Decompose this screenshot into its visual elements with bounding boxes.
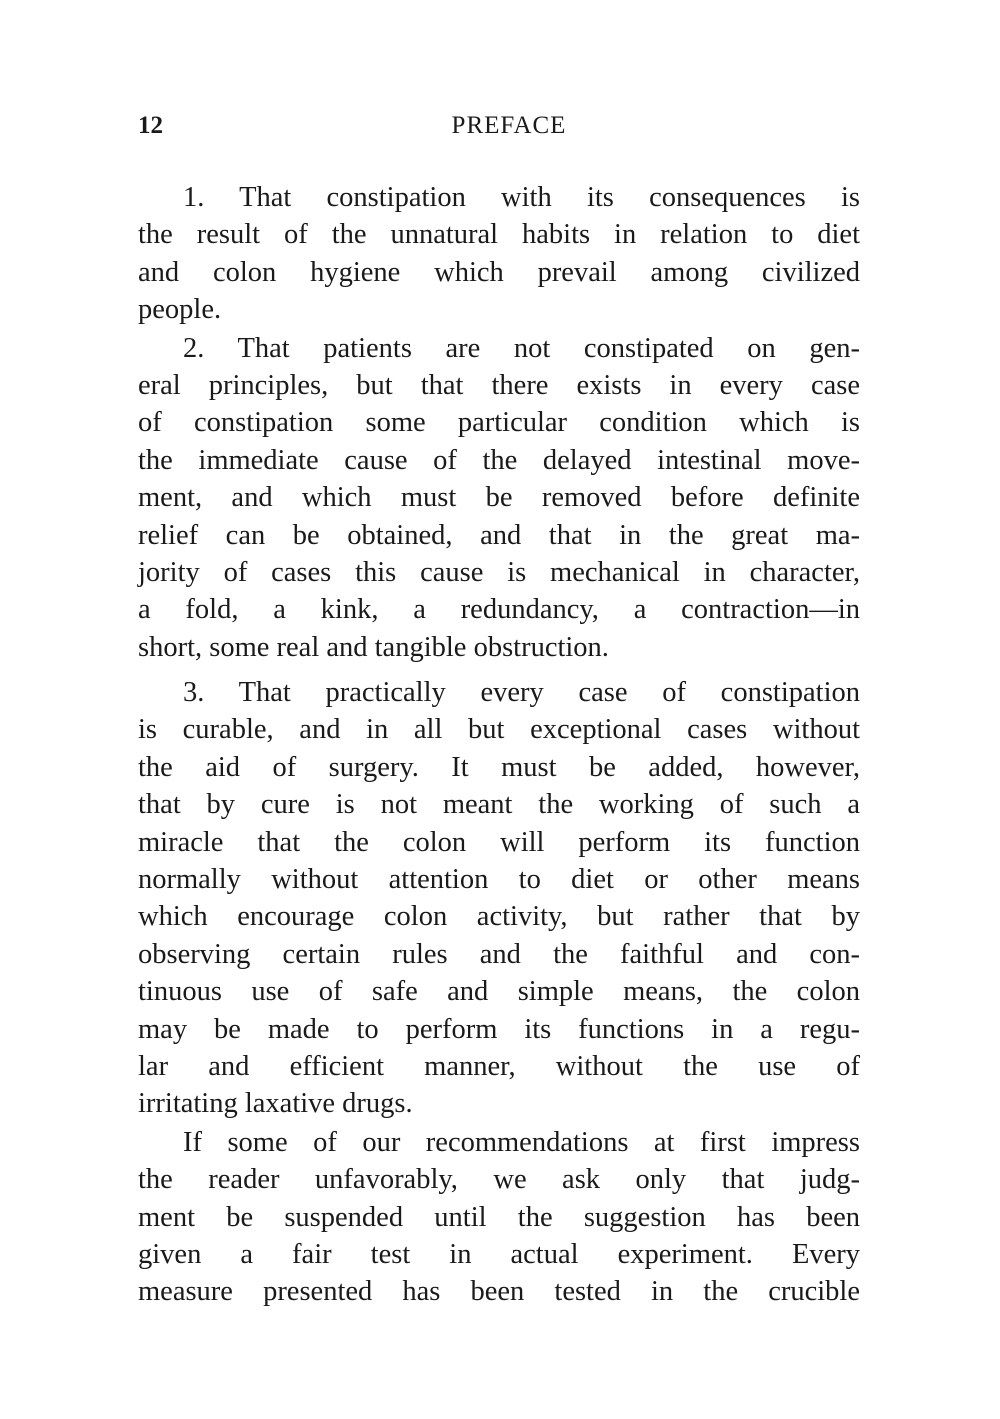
text-line: eral principles, but that there exists in every case bbox=[138, 369, 860, 401]
text-line: the immediate cause of the delayed intestinal move- bbox=[138, 444, 860, 476]
text-line: relief can be obtained, and that in the great ma- bbox=[138, 519, 860, 551]
text-line: given a fair test in actual experiment. Every bbox=[138, 1238, 860, 1270]
text-line: ment, and which must be removed before definite bbox=[138, 482, 860, 514]
paragraph bbox=[138, 674, 860, 1123]
text-line: the reader unfavorably, we ask only that judg- bbox=[138, 1164, 860, 1196]
text-line: normally without attention to diet or other means bbox=[138, 864, 860, 896]
page-number: 12 bbox=[138, 112, 163, 139]
text-line: is curable, and in all but exceptional cases without bbox=[138, 714, 860, 746]
text-line: 1. That constipation with its consequences is bbox=[183, 182, 860, 213]
text-line: ment be suspended until the suggestion has been bbox=[138, 1201, 860, 1233]
text-line: a fold, a kink, a redundancy, a contraction—in bbox=[138, 594, 860, 626]
text-line: of constipation some particular condition which is bbox=[138, 407, 860, 439]
running-title: PREFACE bbox=[451, 112, 567, 139]
text-line: the aid of surgery. It must be added, however, bbox=[138, 751, 860, 783]
text-line: and colon hygiene which prevail among civilized bbox=[138, 256, 860, 288]
text-line: short, some real and tangible obstruction. bbox=[138, 631, 609, 663]
text-line: jority of cases this cause is mechanical in character, bbox=[138, 556, 860, 588]
text-line: the result of the unnatural habits in relation to diet bbox=[138, 219, 860, 251]
page-body bbox=[138, 179, 860, 1311]
text-line: tinuous use of safe and simple means, the colon bbox=[138, 976, 860, 1008]
text-line: observing certain rules and the faithful and con- bbox=[138, 938, 860, 970]
page-header bbox=[138, 112, 860, 144]
text-line: irritating laxative drugs. bbox=[138, 1088, 413, 1120]
paragraph bbox=[138, 1124, 860, 1311]
text-line: 3. That practically every case of constipation bbox=[183, 677, 860, 709]
text-line: measure presented has been tested in the crucible bbox=[138, 1276, 860, 1308]
text-line: miracle that the colon will perform its function bbox=[138, 826, 860, 858]
text-line: which encourage colon activity, but rather that by bbox=[138, 901, 860, 933]
text-line: people. bbox=[138, 294, 222, 326]
text-line: If some of our recommendations at first impress bbox=[183, 1126, 860, 1158]
paragraph bbox=[138, 330, 860, 667]
text-line: may be made to perform its functions in a regu- bbox=[138, 1013, 860, 1045]
text-line: 2. That patients are not constipated on gen- bbox=[183, 332, 860, 364]
paragraph bbox=[138, 179, 860, 329]
text-line: that by cure is not meant the working of such a bbox=[138, 789, 860, 821]
text-line: lar and efficient manner, without the use of bbox=[138, 1050, 860, 1082]
